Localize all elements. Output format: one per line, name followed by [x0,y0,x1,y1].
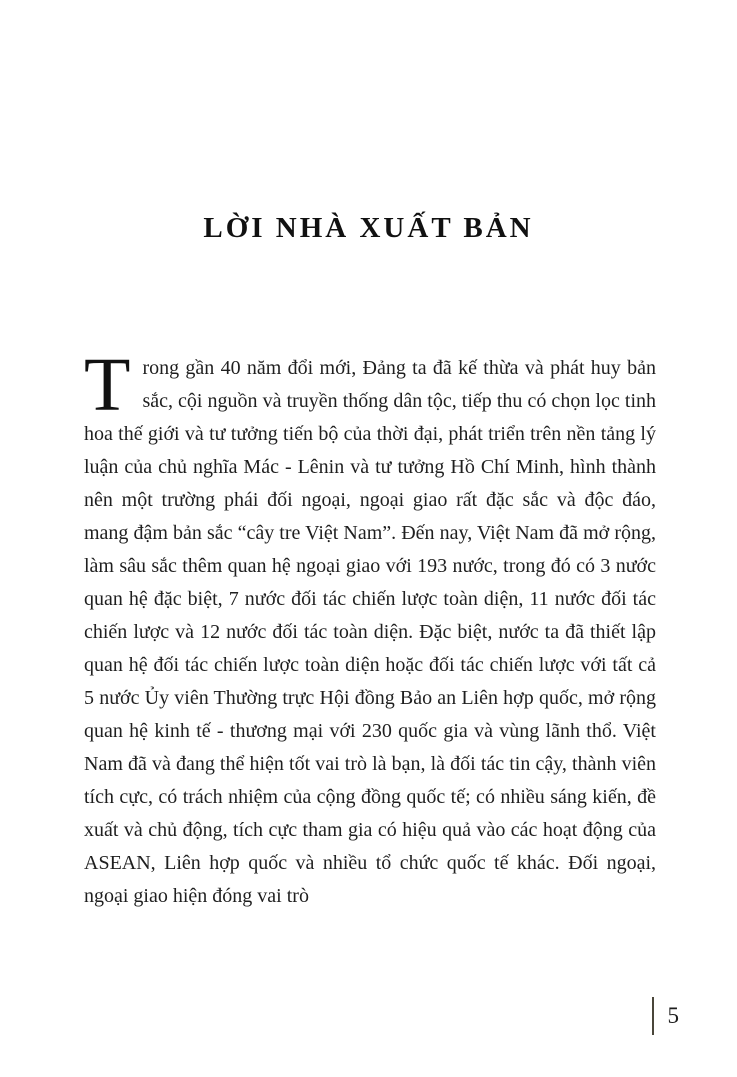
paragraph-text: rong gần 40 năm đổi mới, Đảng ta đã kế thừa và phát huy bản sắc, cội nguồn và truyền thống dân tộc, tiếp thu có chọn lọc tinh hoa thế giới và tư tưởng tiến bộ của thời đại, phát triển trên nền tảng lý luận của chủ nghĩa Mác - Lênin và tư tưởng Hồ Chí Minh, hình thành nên một trường phái đối ngoại, ngoại giao rất đặc sắc và độc đáo, mang đậm bản sắc “cây tre Việt Nam”. Đến nay, Việt Nam đã mở rộng, làm sâu sắc thêm quan hệ ngoại giao với 193 nước, trong đó có 3 nước quan hệ đặc biệt, 7 nước đối tác chiến lược toàn diện, 11 nước đối tác chiến lược và 12 nước đối tác toàn diện. Đặc biệt, nước ta đã thiết lập quan hệ đối tác chiến lược toàn diện hoặc đối tác chiến lược với tất cả 5 nước Ủy viên Thường trực Hội đồng Bảo an Liên hợp quốc, mở rộng quan hệ kinh tế - thương mại với 230 quốc gia và vùng lãnh thổ. Việt Nam đã và đang thể hiện tốt vai trò là bạn, là đối tác tin cậy, thành viên tích cực, có trách nhiệm của cộng đồng quốc tế; có nhiều sáng kiến, đề xuất và chủ động, tích cực tham gia có hiệu quả vào các hoạt động của ASEAN, Liên hợp quốc và nhiều tổ chức quốc tế khác. Đối ngoại, ngoại giao hiện đóng vai trò [84,357,656,907]
page-footer [652,997,680,1035]
footer-divider [652,997,654,1035]
body-paragraph [84,343,656,913]
page-title: LỜI NHÀ XUẤT BẢN [203,212,534,244]
page-number: 5 [667,1003,679,1028]
drop-cap-letter: T [84,343,131,427]
